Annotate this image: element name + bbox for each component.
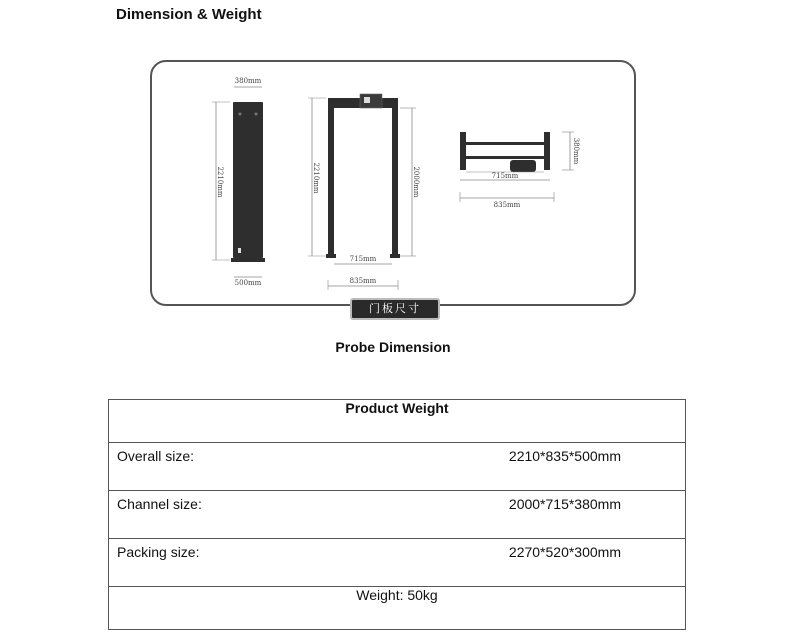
row-label: Channel size: xyxy=(117,496,202,512)
table-header: Product Weight xyxy=(109,400,686,443)
front-outer-width-label: 835mm xyxy=(349,277,377,285)
top-outer-width-label: 835mm xyxy=(493,201,521,209)
table-row xyxy=(109,491,686,539)
side-view xyxy=(212,77,265,287)
front-height-label: 2210mm xyxy=(312,162,320,194)
table-row xyxy=(109,539,686,587)
row-label: Overall size: xyxy=(117,448,195,464)
top-depth-label: 380mm xyxy=(572,137,580,165)
front-view xyxy=(308,94,420,290)
weight-row xyxy=(109,587,686,630)
table-row xyxy=(109,443,686,491)
side-top-label: 380mm xyxy=(234,77,262,85)
row-value: 2210*835*500mm xyxy=(508,448,621,464)
row-value: 2000*715*380mm xyxy=(508,496,621,512)
dimension-diagram xyxy=(150,60,636,306)
front-inner-width-label: 715mm xyxy=(349,255,377,263)
row-value: 2270*520*300mm xyxy=(508,544,621,560)
probe-dimension-caption: Probe Dimension xyxy=(335,339,451,355)
row-label: Packing size: xyxy=(117,544,200,560)
product-weight-table xyxy=(108,399,686,630)
top-inner-width-label: 715mm xyxy=(491,172,519,180)
diagram-tag: 门板尺寸 xyxy=(350,298,440,320)
weight-value: Weight: 50kg xyxy=(109,587,686,630)
side-height-label: 2210mm xyxy=(216,166,224,198)
top-view xyxy=(460,132,580,209)
front-inner-height-label: 2000mm xyxy=(412,166,420,198)
page-title: Dimension & Weight xyxy=(116,6,262,23)
table-header-row xyxy=(109,400,686,443)
side-bottom-label: 500mm xyxy=(234,279,262,287)
